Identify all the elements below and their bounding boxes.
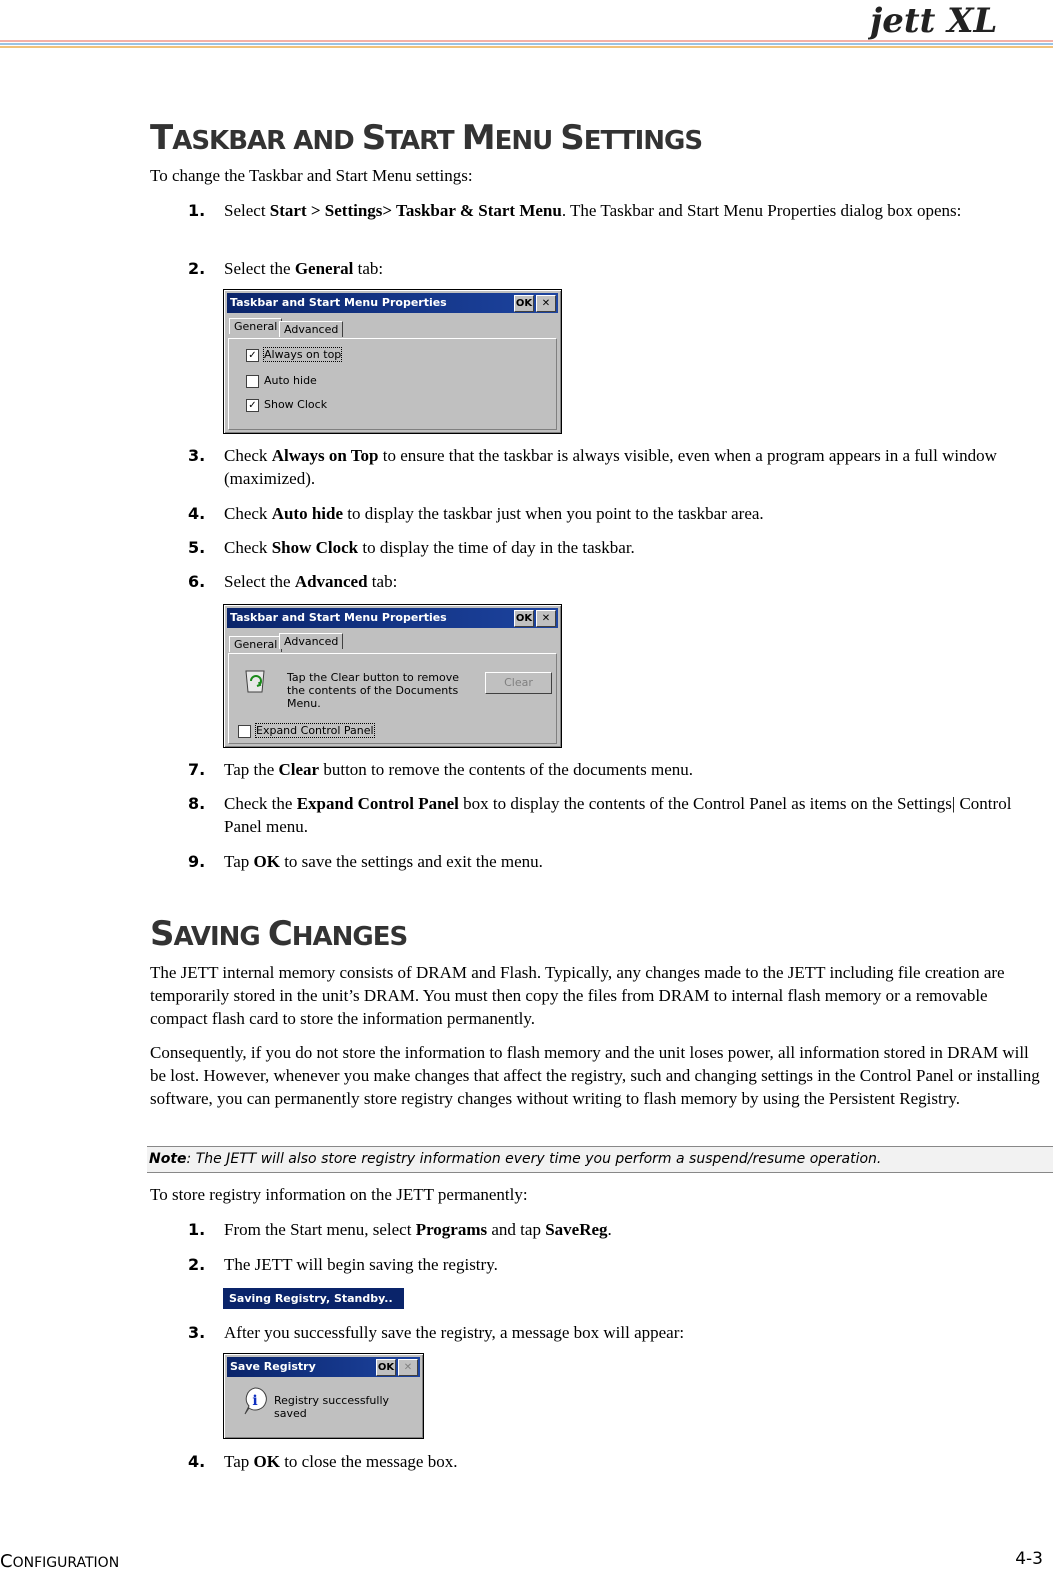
ok-button[interactable]: OK (514, 610, 534, 627)
section-title-saving-changes: SAVING CHANGES (150, 914, 408, 954)
footer-page-number: 4-3 (1015, 1549, 1043, 1569)
info-icon (242, 1386, 268, 1416)
svg-text:i: i (252, 1393, 258, 1409)
section-title-taskbar: TASKBAR AND START MENU SETTINGS (150, 118, 703, 158)
note-label: Note (149, 1151, 187, 1167)
auto-hide-checkbox[interactable]: Auto hide (246, 374, 317, 388)
dialog-titlebar: Taskbar and Start Menu Properties OK ✕ (227, 293, 558, 313)
close-icon: ✕ (398, 1359, 418, 1376)
expand-control-panel-checkbox[interactable]: Expand Control Panel (238, 724, 374, 738)
taskbar-properties-dialog-advanced (223, 604, 562, 748)
taskbar-properties-dialog-general (223, 289, 562, 434)
section1-intro: To change the Taskbar and Start Menu settings: (150, 166, 473, 185)
check-icon: ✓ (246, 349, 259, 362)
saving-para-1: The JETT internal memory consists of DRAM and Flash. Typically, any changes made to the JETT including file creation are temporarily stored in the unit’s DRAM. You must then copy the files from DRAM to internal flash memory or a removable compact flash card to store the information permanently. (150, 963, 1005, 1028)
tab-general[interactable]: General (229, 636, 282, 652)
dialog-titlebar: Taskbar and Start Menu Properties OK ✕ (227, 608, 558, 628)
ok-button[interactable]: OK (376, 1359, 396, 1376)
always-on-top-checkbox[interactable]: ✓ Always on top (246, 348, 341, 362)
show-clock-checkbox[interactable]: ✓ Show Clock (246, 398, 327, 412)
close-icon[interactable]: ✕ (536, 295, 556, 312)
logo-text: jett XL (870, 2, 998, 40)
note-text: : The JETT will also store registry information every time you perform a suspend/resume operation. (186, 1151, 882, 1167)
dialog-titlebar: Save Registry OK ✕ (227, 1357, 420, 1377)
clear-button[interactable]: Clear (485, 672, 552, 694)
close-icon[interactable]: ✕ (536, 610, 556, 627)
footer-chapter: CONFIGURATION (0, 1551, 120, 1572)
check-icon: ✓ (246, 399, 259, 412)
clear-description: Tap the Clear button to remove the contents of the Documents Menu. (287, 671, 460, 710)
jett-xl-logo (868, 2, 1048, 40)
header-rule (0, 40, 1053, 50)
save-registry-message-box (223, 1353, 424, 1439)
ok-button[interactable]: OK (514, 295, 534, 312)
tab-general[interactable]: General (229, 318, 282, 334)
recycle-bin-icon (240, 665, 270, 695)
tab-advanced[interactable]: Advanced (279, 321, 343, 337)
saving-registry-status-bar: Saving Registry, Standby.. (223, 1288, 404, 1309)
message-text: Registry successfully saved (274, 1394, 390, 1420)
saving-para-2: Consequently, if you do not store the information to flash memory and the unit loses power, all information stored in DRAM will be lost. However, whenever you make changes that affect the registry, such and changing settings in the Control Panel or installing software, you can permanently store registry changes without writing to flash memory by using the Persistent Registry. (150, 1043, 1040, 1108)
tab-advanced[interactable]: Advanced (279, 633, 343, 649)
saving-intro: To store registry information on the JETT permanently: (150, 1185, 528, 1204)
note-box (147, 1146, 1053, 1173)
